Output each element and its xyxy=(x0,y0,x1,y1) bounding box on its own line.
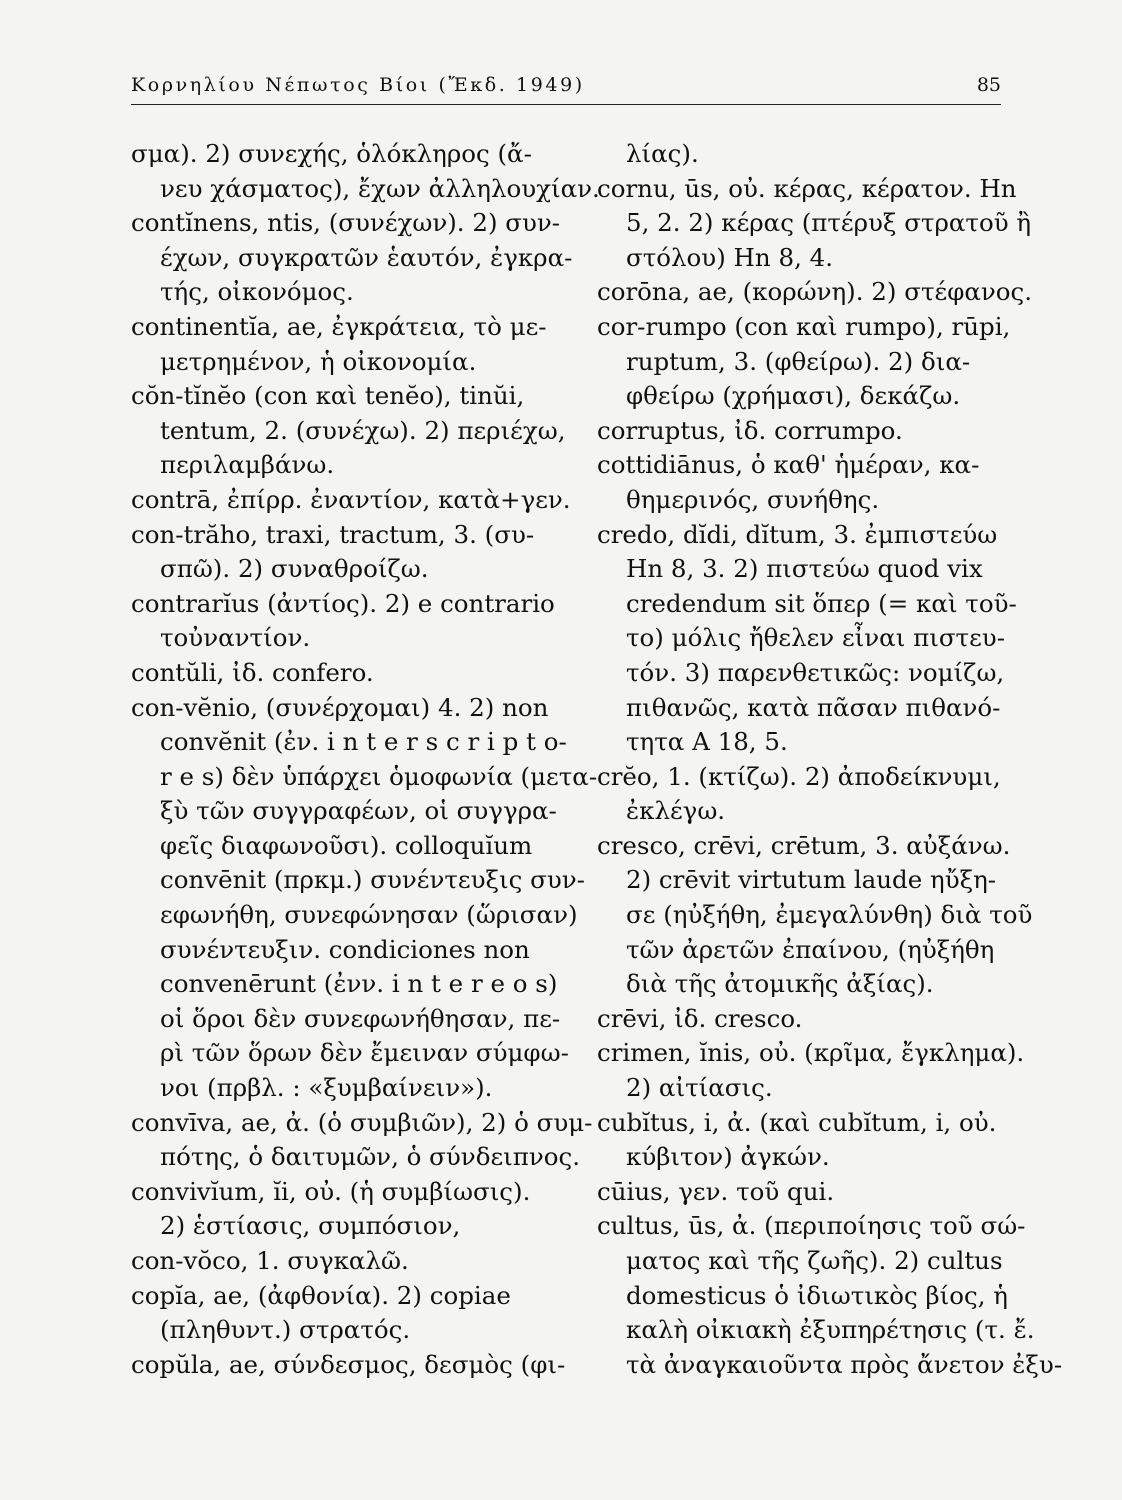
dictionary-line: cubĭtus, i, ἀ. (καὶ cubĭtum, i, οὐ. xyxy=(597,1107,997,1137)
dictionary-line: κύβιτον) ἀγκών. xyxy=(626,1142,830,1172)
dictionary-line: contrarĭus (ἀντίος). 2) e contrario xyxy=(131,588,555,618)
dictionary-line: νευ χάσματος), ἔχων ἀλληλουχίαν. xyxy=(160,173,600,203)
dictionary-line: τής, οἰκονόμος. xyxy=(160,277,354,307)
dictionary-line: τῶν ἀρετῶν ἐπαίνου, (ηὐξήθη xyxy=(626,934,995,964)
dictionary-line: ρὶ τῶν ὅρων δὲν ἔμειναν σύμφω- xyxy=(160,1038,569,1068)
dictionary-line: tentum, 2. (συνέχω). 2) περιέχω, xyxy=(160,415,566,445)
dictionary-line: τόν. 3) παρενθετικῶς: νομίζω, xyxy=(626,657,1005,687)
dictionary-line: στόλου) Hn 8, 4. xyxy=(626,242,834,272)
page-number: 85 xyxy=(976,74,1001,96)
dictionary-line: cornu, ūs, οὐ. κέρας, κέρατον. Hn xyxy=(597,173,1017,203)
dictionary-line: contrā, ἐπίρρ. ἐναντίον, κατὰ+γεν. xyxy=(131,484,571,514)
dictionary-line: λίας). xyxy=(626,139,699,168)
left-column xyxy=(131,137,600,1382)
dictionary-line: σε (ηὐξήθη, ἐμεγαλύνθη) διὰ τοῦ xyxy=(626,900,1033,930)
dictionary-line: φθείρω (χρήμασι), δεκάζω. xyxy=(626,381,961,411)
dictionary-line: καλὴ οἰκιακὴ ἐξυπηρέτησις (τ. ἔ. xyxy=(626,1315,1035,1345)
dictionary-line: πότης, ὁ δαιτυμῶν, ὁ σύνδειπνος. xyxy=(160,1142,580,1172)
dictionary-line: 2) crēvit virtutum laude ηὔξη- xyxy=(626,865,997,895)
dictionary-line: con-trăho, traxi, tractum, 3. (συ- xyxy=(131,519,535,549)
dictionary-line: συνέντευξιν. condiciones non xyxy=(160,934,530,964)
dictionary-line: θημερινός, συνήθης. xyxy=(626,484,880,514)
dictionary-line: τητα A 18, 5. xyxy=(626,727,788,757)
dictionary-line: σμα). 2) συνεχής, ὁλόκληρος (ἄ- xyxy=(131,139,532,168)
dictionary-line: con-vŏco, 1. συγκαλῶ. xyxy=(131,1246,409,1275)
dictionary-line: corruptus, ἰδ. corrumpo. xyxy=(597,415,903,445)
dictionary-line: cūius, γεν. τοῦ qui. xyxy=(597,1176,835,1206)
dictionary-line: 2) ἑστίασις, συμπόσιον, xyxy=(160,1211,461,1241)
dictionary-line: copŭla, ae, σύνδεσμος, δεσμὸς (φι- xyxy=(131,1349,566,1379)
dictionary-line: ματος καὶ τῆς ζωῆς). 2) cultus xyxy=(626,1246,1003,1275)
dictionary-line: corōna, ae, (κορώνη). 2) στέφανος. xyxy=(597,277,1033,307)
dictionary-line: domesticus ὁ ἰδιωτικὸς βίος, ἡ xyxy=(626,1280,1008,1310)
dictionary-line: convēnit (πρκμ.) συνέντευξις συν- xyxy=(160,865,585,895)
dictionary-line: cor-rumpo (con καὶ rumpo), rūpi, xyxy=(597,311,1011,341)
dictionary-line: ξὺ τῶν συγγραφέων, οἱ συγγρα- xyxy=(160,796,557,826)
dictionary-line: copĭa, ae, (ἀφθονία). 2) copiae xyxy=(131,1280,511,1310)
dictionary-line: Hn 8, 3. 2) πιστεύω quod vix xyxy=(626,554,983,584)
dictionary-line: crimen, ĭnis, οὐ. (κρῖμα, ἔγκλημα). xyxy=(597,1038,1025,1068)
dictionary-line: 5, 2. 2) κέρας (πτέρυξ στρατοῦ ἢ xyxy=(626,208,1032,238)
dictionary-line: φεῖς διαφωνοῦσι). colloquĭum xyxy=(160,830,533,860)
dictionary-line: τὰ ἀναγκαιοῦντα πρὸς ἄνετον ἐξυ- xyxy=(626,1349,1063,1379)
header-title: Κορνηλίου Νέπωτος Βίοι (Ἔκδ. 1949) xyxy=(131,74,585,96)
dictionary-line: cŏn-tĭnĕo (con καὶ tenĕo), tinŭi, xyxy=(131,381,525,411)
dictionary-line: contŭli, ἰδ. confero. xyxy=(131,657,374,687)
dictionary-line: σπῶ). 2) συναθροίζω. xyxy=(160,554,429,584)
running-header xyxy=(131,74,1001,105)
dictionary-line: 2) αἰτίασις. xyxy=(626,1073,773,1103)
dictionary-line: έχων, συγκρατῶν ἑαυτόν, ἐγκρα- xyxy=(160,242,573,272)
dictionary-line: το) μόλις ἤθελεν εἶναι πιστευ- xyxy=(626,623,1005,653)
dictionary-line: convenērunt (ἐνν. i n t e r e o s) xyxy=(160,969,558,999)
dictionary-line: crēvi, ἰδ. cresco. xyxy=(597,1003,803,1033)
dictionary-line: οἱ ὅροι δὲν συνεφωνήθησαν, πε- xyxy=(160,1003,561,1033)
dictionary-line: μετρημένον, ἡ οἰκονομία. xyxy=(160,346,477,376)
dictionary-line: cottidiānus, ὁ καθ' ἡμέραν, κα- xyxy=(597,450,980,480)
dictionary-line: νοι (πρβλ. : «ξυμβαίνειν»). xyxy=(160,1073,493,1103)
dictionary-line: contĭnens, ntis, (συνέχων). 2) συν- xyxy=(131,208,561,238)
dictionary-line: cresco, crēvi, crētum, 3. αὐξάνω. xyxy=(597,830,1011,860)
right-column xyxy=(597,137,1063,1382)
dictionary-line: credendum sit ὅπερ (= καὶ τοῦ- xyxy=(626,588,1017,618)
dictionary-line: ἐκλέγω. xyxy=(626,796,726,826)
dictionary-line: διὰ τῆς ἀτομικῆς ἀξίας). xyxy=(626,969,934,999)
dictionary-line: con-vĕnio, (συνέρχομαι) 4. 2) non xyxy=(131,692,549,722)
dictionary-line: (πληθυντ.) στρατός. xyxy=(160,1315,411,1345)
dictionary-line: περιλαμβάνω. xyxy=(160,450,335,480)
dictionary-line: convĕnit (ἐν. i n t e r s c r i p t o- xyxy=(160,727,567,757)
dictionary-line: πιθανῶς, κατὰ πᾶσαν πιθανό- xyxy=(626,692,1001,722)
dictionary-line: convīva, ae, ἀ. (ὁ συμβιῶν), 2) ὁ συμ- xyxy=(131,1107,593,1137)
dictionary-line: ruptum, 3. (φθείρω). 2) δια- xyxy=(626,346,971,376)
dictionary-line: r e s) δὲν ὑπάρχει ὁμοφωνία (μετα- xyxy=(160,761,598,791)
dictionary-line: credo, dĭdi, dĭtum, 3. ἐμπιστεύω xyxy=(597,519,998,549)
dictionary-line: crĕo, 1. (κτίζω). 2) ἀποδείκνυμι, xyxy=(597,761,1001,791)
dictionary-line: εφωνήθη, συνεφώνησαν (ὥρισαν) xyxy=(160,900,578,930)
dictionary-line: continentĭa, ae, ἐγκράτεια, τὸ με- xyxy=(131,311,547,341)
dictionary-line: convivĭum, ĭi, οὐ. (ἡ συμβίωσις). xyxy=(131,1176,531,1206)
dictionary-line: cultus, ūs, ἀ. (περιποίησις τοῦ σώ- xyxy=(597,1211,1026,1241)
dictionary-line: τοὐναντίον. xyxy=(160,623,311,653)
